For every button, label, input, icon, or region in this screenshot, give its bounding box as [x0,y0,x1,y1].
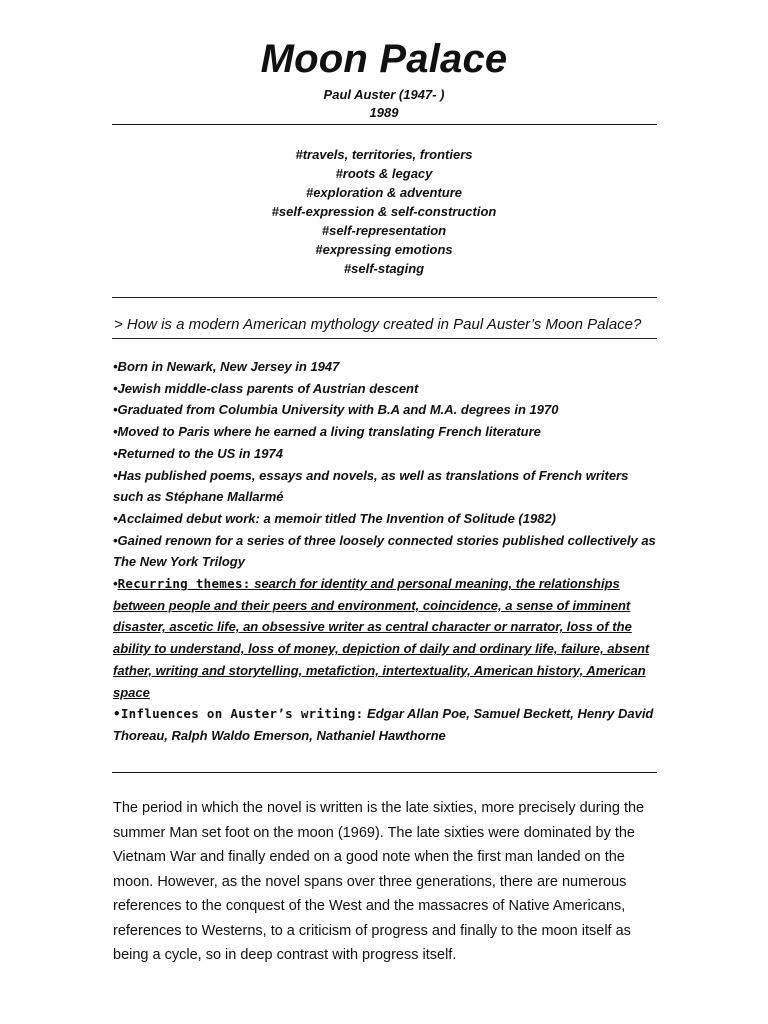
bio-bullet-list [113,356,661,747]
page-title: Moon Palace [260,37,508,81]
themes-label: Recurring themes: [117,576,251,592]
tag-item: #self-staging [343,261,425,276]
bullet-item: •Gained renown for a series of three loosely connected stories published collectively as The New York Trilogy [113,532,656,570]
tag-item: #self-expression & self-construction [271,204,497,219]
tag-item: #expressing emotions [315,242,453,257]
tag-item: #travels, territories, frontiers [295,147,473,162]
influences-item [113,703,661,746]
author-line: Paul Auster (1947- ) [323,87,445,102]
bullet-item: •Has published poems, essays and novels, as well as translations of French writers such as Stéphane Mallarmé [113,467,629,505]
recurring-themes-item [113,573,661,703]
research-question: > How is a modern American mythology created in Paul Auster’s Moon Palace? [114,316,642,333]
divider-question [112,338,657,339]
bullet-item: •Moved to Paris where he earned a living translating French literature [113,424,541,440]
bullet-item: •Jewish middle-class parents of Austrian descent [113,380,419,396]
tag-item: #roots & legacy [335,166,433,181]
divider-tags [112,297,657,298]
bullet-item: •Returned to the US in 1974 [113,445,283,461]
themes-text: search for identity and personal meaning, the relationships between people and their peers and environment, coincidence, a sense of imminent disaster, ascetic life, an obsessive writer as central character or narrator, loss of the ability to understand, loss of money, depiction of daily and ordinary life, failure, absent father, writing and storytelling, metafiction, intertextuality, American history, American space [113,576,650,700]
context-paragraph: The period in which the novel is written is the late sixties, more precisely during the summer Man set foot on the moon (1969). The late sixties were dominated by the Vietnam War and finally ended on a good note when the first man landed on the moon. However, as the novel spans over three generations, there are numerous references to the conquest of the West and the massacres of Native Americans, references to Westerns, to a criticism of progress and finally to the moon itself as being a cycle, so in deep contrast with progress itself. [113,800,645,963]
divider-bottom [112,772,657,773]
influences-text: Edgar Allan Poe, Samuel Beckett, Henry David Thoreau, Ralph Waldo Emerson, Nathaniel Hawthorne [113,706,654,743]
divider-top [112,124,657,125]
tag-item: #self-representation [321,223,447,238]
themes-marker: • [113,576,118,592]
tag-list [0,145,768,278]
tag-item: #exploration & adventure [305,185,463,200]
influences-label: •Influences on Auster’s writing: [113,706,364,722]
bullet-item: •Born in Newark, New Jersey in 1947 [113,359,340,374]
bullet-item: •Acclaimed debut work: a memoir titled The Invention of Solitude (1982) [113,510,557,526]
publication-year: 1989 [369,105,399,120]
bullet-item: •Graduated from Columbia University with B.A and M.A. degrees in 1970 [113,402,559,418]
